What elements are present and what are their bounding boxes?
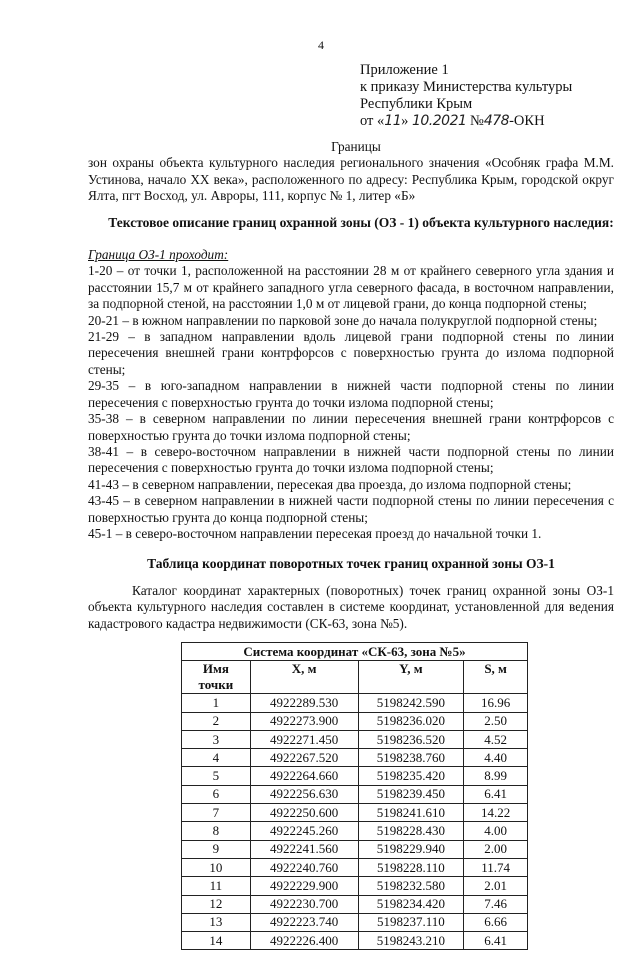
- boundary-label: Граница ОЗ-1 проходит:: [88, 247, 229, 263]
- cell-x: 4922245.260: [250, 822, 358, 840]
- cell-point: 4: [182, 749, 251, 767]
- cell-x: 4922229.900: [250, 877, 358, 895]
- cell-point: 10: [182, 858, 251, 876]
- boundary-item: 21-29 – в западном направлении вдоль лицевой грани подпорной стены по линии пересечения внешней грани контрфорсов с поверхностью грунта до излома подпорной стены;: [88, 329, 614, 377]
- boundary-description: [88, 247, 614, 542]
- coordinates-table: [181, 642, 528, 950]
- table-row: [182, 694, 528, 712]
- boundary-item: 20-21 – в южном направлении по парковой зоне до начала полукруглой подпорной стены;: [88, 312, 598, 328]
- handwritten-number: 478: [483, 113, 510, 129]
- boundary-item: 41-43 – в северном направлении, пересекая два проезда, до излома подпорной стены;: [88, 476, 572, 492]
- table-row: [182, 858, 528, 876]
- cell-x: 4922240.760: [250, 858, 358, 876]
- page-number: 4: [318, 38, 324, 52]
- cell-s: 7.46: [464, 895, 528, 913]
- cell-y: 5198228.430: [358, 822, 464, 840]
- table-row: [182, 840, 528, 858]
- cell-point: 5: [182, 767, 251, 785]
- cell-x: 4922256.630: [250, 785, 358, 803]
- cell-s: 14.22: [464, 804, 528, 822]
- cell-point: 12: [182, 895, 251, 913]
- cell-y: 5198234.420: [358, 895, 464, 913]
- cell-y: 5198242.590: [358, 694, 464, 712]
- catalog-paragraph: Каталог координат характерных (поворотных) точек границ охранной зоны ОЗ-1 объекта культурного наследия составлен в системе координат, установленной для ведения кадастрового кадастра недвижимости (СК-63, зона №5).: [88, 582, 614, 631]
- cell-s: 2.50: [464, 712, 528, 730]
- cell-point: 1: [182, 694, 251, 712]
- table-row: [182, 785, 528, 803]
- cell-x: 4922230.700: [250, 895, 358, 913]
- cell-point: 13: [182, 913, 251, 931]
- appendix-line: к приказу Министерства культуры: [360, 79, 573, 95]
- cell-s: 6.41: [464, 932, 528, 950]
- table-row: [182, 877, 528, 895]
- cell-x: 4922273.900: [250, 712, 358, 730]
- cell-s: 4.52: [464, 730, 528, 748]
- date-mid: »: [401, 113, 412, 129]
- cell-point: 9: [182, 840, 251, 858]
- boundary-item: 1-20 – от точки 1, расположенной на расстоянии 28 м от крайнего северного угла здания и расстоянии 15,7 м от крайнего западного угла северного фасада, в восточном направлении, за подпорной стеной, на расстоянии 1,0 м от лицевой грани, до конца подпорной стены;: [88, 263, 614, 312]
- column-header-x: X, м: [250, 661, 358, 694]
- cell-y: 5198238.760: [358, 749, 464, 767]
- cell-s: 4.40: [464, 749, 528, 767]
- appendix-line: Приложение 1: [360, 62, 449, 78]
- cell-point: 2: [182, 712, 251, 730]
- cell-s: 8.99: [464, 767, 528, 785]
- table-row: [182, 712, 528, 730]
- boundary-item: 43-45 – в северном направлении в нижней части подпорной стены по линии пересечения с поверхностью грунта до конца подпорной стены;: [88, 493, 614, 525]
- cell-y: 5198235.420: [358, 767, 464, 785]
- column-header-y: Y, м: [358, 661, 464, 694]
- cell-point: 3: [182, 730, 251, 748]
- cell-s: 2.01: [464, 877, 528, 895]
- cell-s: 4.00: [464, 822, 528, 840]
- table-caption: Система координат «СК-63, зона №5»: [182, 642, 528, 660]
- boundary-item: 38-41 – в северо-восточном направлении в нижней части подпорной стены по линии пересечения с поверхностью грунта до точки излома подпорной стены;: [88, 443, 614, 476]
- document-subtitle: зон охраны объекта культурного наследия регионального значения «Особняк графа М.М. Устинова, начало XX века», расположенного по адресу: Республика Крым, городской округ Ялта, пгт Восход, ул. Авроры, 111, корпус № 1, литер «Б»: [88, 155, 614, 204]
- appendix-line: Республики Крым: [360, 96, 473, 112]
- boundary-item: 45-1 – в северо-восточном направлении пересекая проезд до начальной точки 1.: [88, 525, 542, 541]
- table-row: [182, 804, 528, 822]
- table-row: [182, 749, 528, 767]
- table-heading: Таблица координат поворотных точек границ охранной зоны ОЗ-1: [147, 556, 555, 572]
- cell-s: 2.00: [464, 840, 528, 858]
- number-prefix: №: [466, 113, 484, 129]
- number-suffix: -ОКН: [509, 113, 545, 129]
- cell-y: 5198232.580: [358, 877, 464, 895]
- cell-y: 5198241.610: [358, 804, 464, 822]
- cell-point: 11: [182, 877, 251, 895]
- cell-s: 16.96: [464, 694, 528, 712]
- cell-s: 6.41: [464, 785, 528, 803]
- cell-x: 4922250.600: [250, 804, 358, 822]
- cell-x: 4922271.450: [250, 730, 358, 748]
- cell-s: 6.66: [464, 913, 528, 931]
- handwritten-month-year: 10.2021: [411, 113, 467, 129]
- table-row: [182, 913, 528, 931]
- section-heading: Текстовое описание границ охранной зоны (ОЗ - 1) объекта культурного наследия:: [108, 214, 614, 230]
- cell-y: 5198236.020: [358, 712, 464, 730]
- boundary-item: 29-35 – в юго-западном направлении в нижней части подпорной стены по линии пересечения с поверхностью грунта до точки излома подпорной стены;: [88, 378, 614, 410]
- cell-s: 11.74: [464, 858, 528, 876]
- column-header-point: Имя точки: [182, 661, 251, 694]
- table-row: [182, 730, 528, 748]
- cell-x: 4922223.740: [250, 913, 358, 931]
- document-body: [88, 139, 614, 970]
- cell-point: 6: [182, 785, 251, 803]
- cell-point: 8: [182, 822, 251, 840]
- table-row: [182, 932, 528, 950]
- cell-y: 5198236.520: [358, 730, 464, 748]
- handwritten-day: 11: [384, 113, 402, 129]
- cell-x: 4922289.530: [250, 694, 358, 712]
- cell-x: 4922267.520: [250, 749, 358, 767]
- cell-y: 5198239.450: [358, 785, 464, 803]
- table-row: [182, 895, 528, 913]
- date-prefix: от «: [360, 113, 385, 129]
- table-row: [182, 822, 528, 840]
- cell-y: 5198237.110: [358, 913, 464, 931]
- cell-x: 4922264.660: [250, 767, 358, 785]
- order-date-line: [360, 113, 572, 130]
- cell-x: 4922241.560: [250, 840, 358, 858]
- cell-x: 4922226.400: [250, 932, 358, 950]
- appendix-block: [360, 62, 572, 130]
- cell-point: 14: [182, 932, 251, 950]
- cell-y: 5198229.940: [358, 840, 464, 858]
- document-title: Границы: [331, 139, 381, 154]
- cell-y: 5198228.110: [358, 858, 464, 876]
- cell-y: 5198243.210: [358, 932, 464, 950]
- column-header-s: S, м: [464, 661, 528, 694]
- boundary-item: 35-38 – в северном направлении по линии пересечения внешней грани контрфорсов с поверхностью грунта до точки излома подпорной стены;: [88, 411, 614, 443]
- cell-point: 7: [182, 804, 251, 822]
- table-row: [182, 767, 528, 785]
